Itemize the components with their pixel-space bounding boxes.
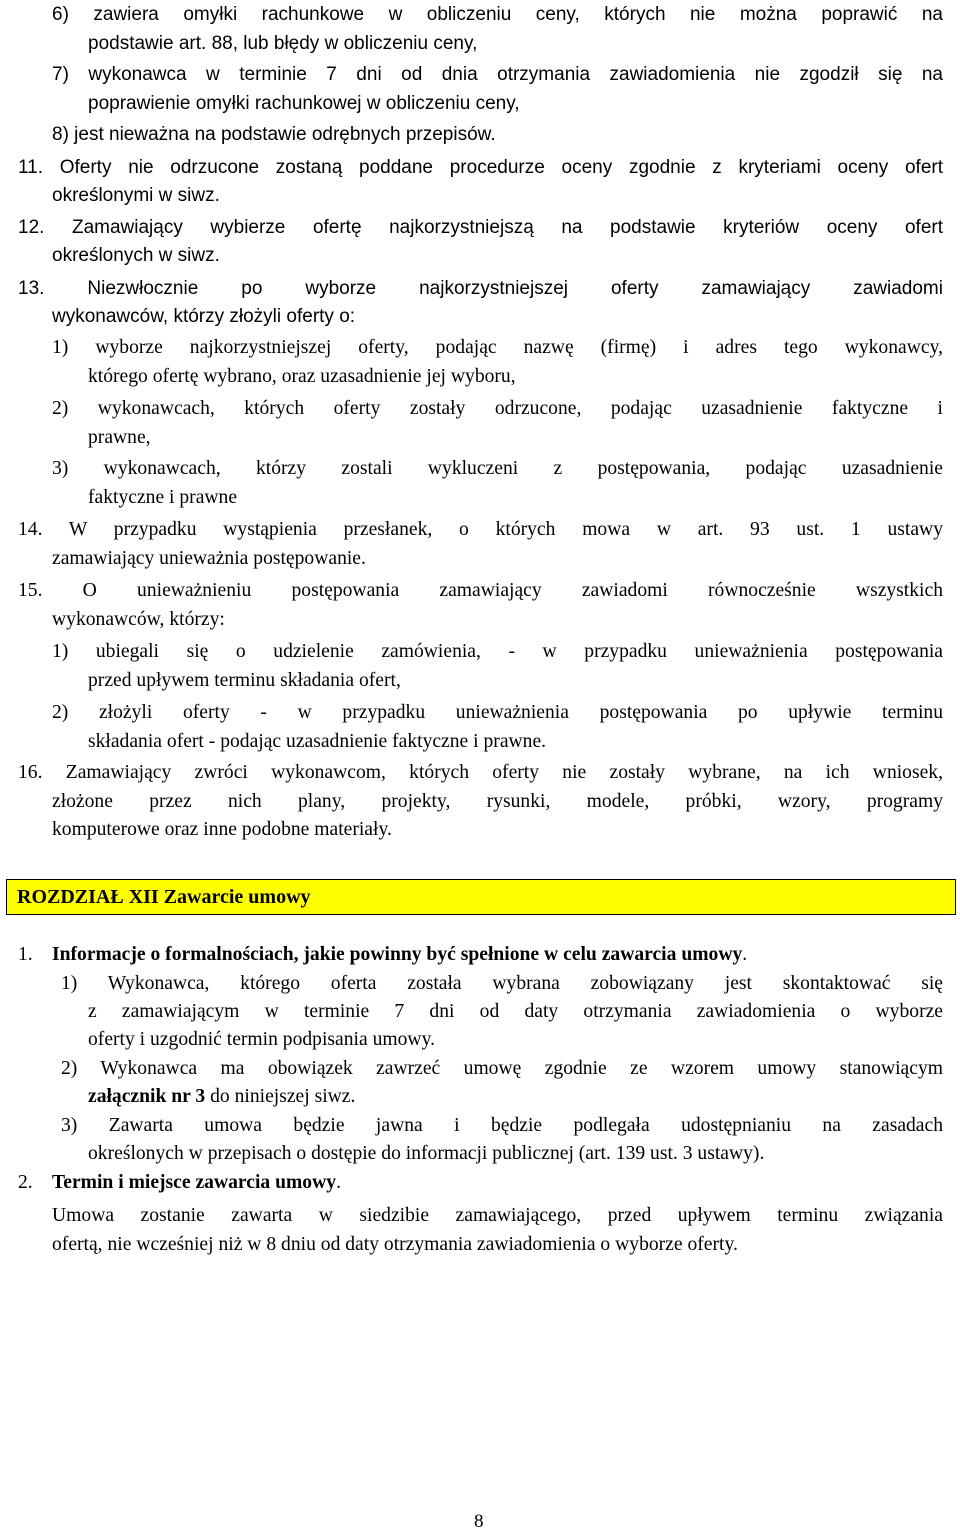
section-title-end: .: [336, 1172, 341, 1193]
text-line: [88, 1085, 355, 1109]
text-line: Umowa zostanie zawarta w siedzibie zamawiającego, przed upływem terminu związania: [52, 1205, 943, 1226]
text-line: 14. W przypadku wystąpienia przesłanek, o których mowa w art. 93 ust. 1 ustawy: [18, 519, 943, 540]
text-line: 15. O unieważnieniu postępowania zamawiający zawiadomi równocześnie wszystkich: [18, 580, 943, 601]
text-line: określonymi w siwz.: [52, 185, 220, 206]
text-line: poprawienie omyłki rachunkowej w obliczeniu ceny,: [88, 93, 520, 114]
text-line: wykonawców, którzy złożyli oferty o:: [52, 306, 356, 327]
text-line: oferty i uzgodnić termin podpisania umowy.: [88, 1029, 435, 1050]
text-line: 2) złożyli oferty - w przypadku unieważnienia postępowania po upływie terminu: [52, 702, 943, 723]
text-line: 2) wykonawcach, których oferty zostały odrzucone, podając uzasadnienie faktyczne i: [52, 398, 943, 419]
text-line: prawne,: [88, 427, 151, 448]
text-line: 6) zawiera omyłki rachunkowe w obliczeniu ceny, których nie można poprawić na: [52, 4, 943, 25]
page-number: 8: [474, 1511, 484, 1532]
text-line: podstawie art. 88, lub błędy w obliczeniu ceny,: [88, 33, 478, 54]
section-title-row: [52, 943, 747, 967]
text-line: określonych w siwz.: [52, 245, 220, 266]
text-line: 13. Niezwłocznie po wyborze najkorzystniejszej oferty zamawiający zawiadomi: [18, 278, 943, 299]
text-line: określonych w przepisach o dostępie do informacji publicznej (art. 139 ust. 3 ustawy).: [88, 1143, 765, 1164]
text-line: 8) jest nieważna na podstawie odrębnych przepisów.: [52, 124, 496, 145]
attachment-ref: załącznik nr 3: [88, 1086, 206, 1107]
text-line: 16. Zamawiający zwróci wykonawcom, których oferty nie zostały wybrane, na ich wniosek,: [18, 762, 943, 783]
text-line: wykonawców, którzy:: [52, 609, 225, 630]
section-title: Informacje o formalnościach, jakie powinny być spełnione w celu zawarcia umowy: [52, 944, 743, 965]
text-line: 12. Zamawiający wybierze ofertę najkorzystniejszą na podstawie kryteriów oceny ofert: [18, 217, 943, 238]
section-number: 2.: [18, 1172, 33, 1193]
text-line: 7) wykonawca w terminie 7 dni od dnia otrzymania zawiadomienia nie zgodził się na: [52, 64, 943, 85]
text-line: złożone przez nich plany, projekty, rysunki, modele, próbki, wzory, programy: [52, 791, 943, 812]
text-line: składania ofert - podając uzasadnienie faktyczne i prawne.: [88, 731, 547, 752]
text-line: którego ofertę wybrano, oraz uzasadnienie jej wyboru,: [88, 366, 516, 387]
text-line: 1) ubiegali się o udzielenie zamówienia, - w przypadku unieważnienia postępowania: [52, 641, 943, 662]
text-line: 1) wyborze najkorzystniejszej oferty, podając nazwę (firmę) i adres tego wykonawcy,: [52, 337, 943, 358]
text-line: z zamawiającym w terminie 7 dni od daty otrzymania zawiadomienia o wyborze: [88, 1001, 943, 1022]
text-fragment: do niniejszej siwz.: [205, 1086, 356, 1107]
text-line: 1) Wykonawca, którego oferta została wybrana zobowiązany jest skontaktować się: [61, 973, 943, 994]
section-title-row: [52, 1171, 341, 1195]
text-line: 2) Wykonawca ma obowiązek zawrzeć umowę zgodnie ze wzorem umowy stanowiącym: [61, 1058, 943, 1079]
section-number: 1.: [18, 944, 33, 965]
text-line: komputerowe oraz inne podobne materiały.: [52, 819, 392, 840]
section-title-end: .: [742, 944, 748, 965]
text-line: 3) Zawarta umowa będzie jawna i będzie podlegała udostępnianiu na zasadach: [61, 1115, 943, 1136]
text-line: 3) wykonawcach, którzy zostali wykluczeni z postępowania, podając uzasadnienie: [52, 458, 943, 479]
text-line: 11. Oferty nie odrzucone zostaną poddane procedurze oceny zgodnie z kryteriami oceny ofert: [18, 157, 943, 178]
chapter-heading: ROZDZIAŁ XII Zawarcie umowy: [17, 886, 311, 908]
text-line: przed upływem terminu składania ofert,: [88, 670, 401, 691]
text-line: faktyczne i prawne: [88, 487, 238, 508]
text-line: ofertą, nie wcześniej niż w 8 dniu od daty otrzymania zawiadomienia o wyborze oferty.: [52, 1234, 738, 1255]
text-line: zamawiający unieważnia postępowanie.: [52, 548, 366, 569]
section-title: Termin i miejsce zawarcia umowy: [52, 1172, 337, 1193]
chapter-heading-box: [6, 879, 956, 915]
